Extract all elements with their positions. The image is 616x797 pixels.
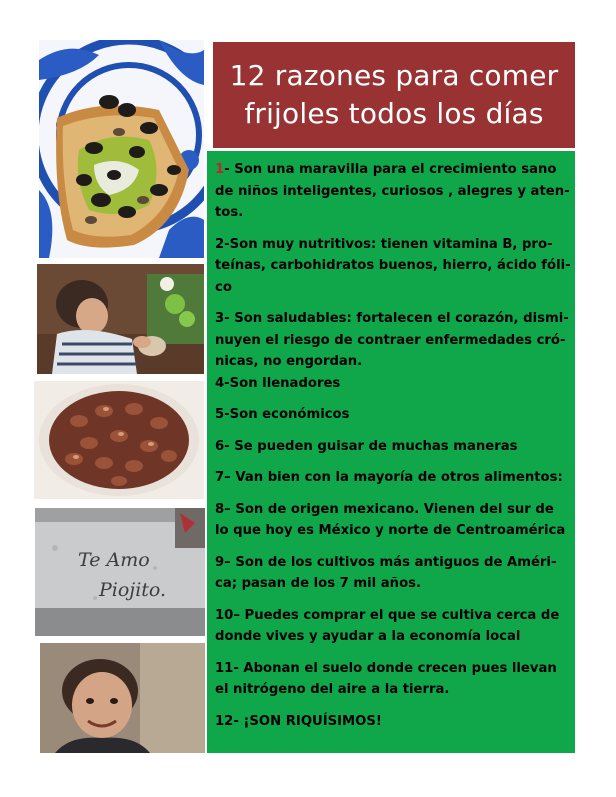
photo-bean-toast	[39, 40, 204, 258]
wall-text-line1: Te Amo	[78, 549, 150, 571]
reason-line: ca; pasan de los 7 mil años.	[215, 576, 421, 591]
wall-text-line2: Piojito.	[99, 579, 167, 601]
photo-child-cooking	[37, 264, 204, 374]
reason-line: 9– Son de los cultivos más antiguos de Améri-	[215, 554, 557, 570]
reason-9	[215, 552, 571, 595]
reason-line: 4-Son llenadores	[215, 375, 341, 391]
reason-2	[215, 234, 571, 299]
reason-6	[215, 436, 571, 458]
reason-line: de niños inteligentes, curiosos , alegres y aten-	[215, 183, 570, 199]
reason-1	[215, 159, 571, 224]
reason-1-number: 1	[215, 162, 225, 177]
reason-line: 3- Son saludables: fortalecen el corazón, dismi-	[215, 311, 569, 326]
title-banner	[213, 42, 575, 148]
reason-line: 10– Puedes comprar el que se cultiva cerca de	[215, 607, 560, 623]
reason-7	[215, 467, 571, 489]
reason-line: co	[215, 279, 232, 295]
reason-line: nuyen el riesgo de contraer enfermedades cró-	[215, 332, 566, 348]
reason-line: - Son una maravilla para el crecimiento sano	[224, 162, 557, 177]
reason-line: tos.	[215, 205, 244, 220]
title-line-1: 12 razones para comer	[229, 59, 559, 92]
reason-line: donde vives y ayudar a la economía local	[215, 629, 521, 644]
reason-line: el nitrógeno del aire a la tierra.	[215, 682, 450, 697]
photo-wall-graffiti	[35, 508, 205, 636]
reason-12	[215, 711, 571, 733]
reason-line: 2-Son muy nutritivos: tienen vitamina B, pro-	[215, 236, 553, 252]
reason-8	[215, 499, 571, 542]
reason-line: 8– Son de origen mexicano. Vienen del sur de	[215, 501, 554, 517]
reasons-list	[207, 151, 575, 753]
reason-4	[215, 373, 571, 395]
reason-line: nicas, no engordan.	[215, 354, 363, 369]
reason-line: 7– Van bien con la mayoría de otros alimentos:	[215, 470, 563, 485]
photo-bean-bowl	[34, 381, 204, 499]
reason-5	[215, 404, 571, 426]
photo-smiling-boy	[40, 643, 205, 753]
reason-3	[215, 308, 571, 373]
reason-11	[215, 658, 571, 701]
reason-line: teínas, carbohidratos buenos, hierro, ácido fóli-	[215, 258, 571, 273]
reason-line: 12- ¡SON RIQUÍSIMOS!	[215, 713, 382, 729]
reason-line: 6- Se pueden guisar de muchas maneras	[215, 438, 518, 454]
reason-line: lo que hoy es México y norte de Centroamérica	[215, 523, 566, 538]
reason-line: 11- Abonan el suelo donde crecen pues llevan	[215, 660, 557, 676]
reason-line: 5-Son económicos	[215, 407, 350, 422]
title-line-2: frijoles todos los días	[244, 97, 544, 130]
reason-10	[215, 605, 571, 648]
